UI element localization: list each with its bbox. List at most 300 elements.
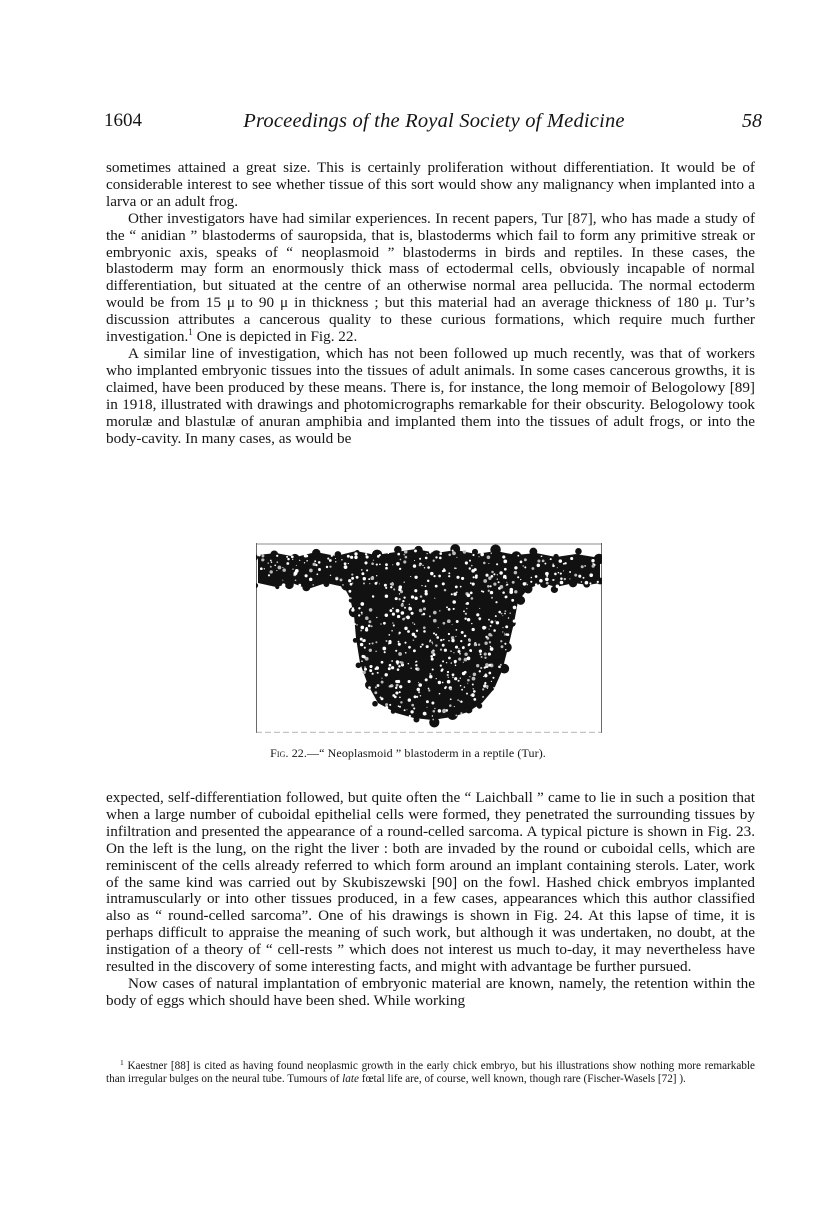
cell-speckle bbox=[395, 597, 398, 600]
cell-speckle bbox=[425, 557, 428, 560]
cell-speckle bbox=[545, 577, 549, 581]
cell-speckle bbox=[442, 709, 446, 713]
cell-speckle bbox=[501, 613, 503, 615]
cell-speckle bbox=[375, 686, 377, 688]
cell-speckle bbox=[391, 630, 393, 632]
cell-speckle bbox=[453, 608, 455, 610]
cell-speckle bbox=[344, 562, 347, 565]
cell-speckle bbox=[352, 607, 354, 609]
figure-22-micrograph bbox=[256, 543, 602, 733]
cell-speckle bbox=[502, 627, 503, 628]
cell-speckle bbox=[448, 633, 450, 635]
cell-speckle bbox=[498, 665, 501, 668]
cell-speckle bbox=[342, 584, 344, 586]
cell-speckle bbox=[384, 673, 387, 676]
cell-speckle bbox=[369, 643, 371, 645]
cell-speckle bbox=[270, 560, 272, 562]
cell-speckle bbox=[479, 670, 481, 672]
cell-speckle bbox=[396, 684, 399, 687]
cell-speckle bbox=[385, 613, 388, 616]
cell-speckle bbox=[505, 577, 507, 579]
cell-speckle bbox=[358, 607, 360, 609]
cell-speckle bbox=[482, 688, 484, 690]
cell-speckle bbox=[412, 622, 413, 623]
cell-speckle bbox=[385, 587, 387, 589]
cell-speckle bbox=[491, 681, 492, 682]
cell-speckle bbox=[583, 577, 585, 579]
stain-edge-blob bbox=[516, 596, 525, 605]
cell-speckle bbox=[388, 641, 391, 644]
cell-speckle bbox=[368, 625, 371, 628]
cell-speckle bbox=[506, 584, 507, 585]
cell-speckle bbox=[531, 577, 533, 579]
cell-speckle bbox=[514, 566, 517, 569]
cell-speckle bbox=[354, 623, 356, 625]
cell-speckle bbox=[520, 561, 523, 564]
cell-speckle bbox=[414, 576, 417, 579]
cell-speckle bbox=[478, 644, 480, 646]
cell-speckle bbox=[403, 560, 406, 563]
cell-speckle bbox=[335, 561, 336, 562]
cell-speckle bbox=[546, 575, 548, 577]
cell-speckle bbox=[386, 640, 388, 642]
cell-speckle bbox=[363, 671, 366, 674]
cell-speckle bbox=[500, 585, 504, 589]
cell-speckle bbox=[431, 651, 434, 654]
cell-speckle bbox=[440, 665, 442, 667]
cell-speckle bbox=[447, 674, 449, 676]
cell-speckle bbox=[399, 661, 401, 663]
cell-speckle bbox=[399, 632, 401, 634]
cell-speckle bbox=[460, 685, 462, 687]
stain-edge-blob bbox=[285, 580, 294, 589]
cell-speckle bbox=[404, 627, 407, 630]
cell-speckle bbox=[542, 560, 545, 563]
cell-speckle bbox=[447, 619, 451, 623]
cell-speckle bbox=[414, 597, 417, 600]
cell-speckle bbox=[403, 596, 405, 598]
stain-edge-blob bbox=[569, 579, 577, 587]
cell-speckle bbox=[318, 561, 321, 564]
cell-speckle bbox=[413, 564, 416, 567]
cell-speckle bbox=[434, 598, 435, 599]
cell-speckle bbox=[443, 622, 446, 625]
cell-speckle bbox=[427, 566, 430, 569]
cell-speckle bbox=[489, 629, 490, 630]
footnotes bbox=[106, 1060, 755, 1086]
cell-speckle bbox=[423, 607, 426, 610]
cell-speckle bbox=[439, 552, 442, 555]
cell-speckle bbox=[270, 566, 272, 568]
cell-speckle bbox=[506, 582, 507, 583]
footnote bbox=[106, 1060, 755, 1086]
cell-speckle bbox=[467, 679, 470, 682]
cell-speckle bbox=[336, 578, 338, 580]
paragraph bbox=[106, 790, 755, 976]
cell-speckle bbox=[404, 607, 406, 609]
cell-speckle bbox=[483, 676, 484, 677]
stain-edge-blob bbox=[323, 581, 329, 587]
cell-speckle bbox=[564, 562, 566, 564]
stain-edge-blob bbox=[477, 703, 483, 709]
figure-caption-text: —“ Neoplasmoid ” blastoderm in a reptile (Tur). bbox=[307, 746, 546, 760]
cell-speckle bbox=[483, 562, 486, 565]
cell-speckle bbox=[385, 563, 388, 566]
cell-speckle bbox=[469, 560, 471, 562]
stain-edge-blob bbox=[553, 554, 558, 559]
cell-speckle bbox=[491, 597, 493, 599]
cell-speckle bbox=[484, 682, 486, 684]
cell-speckle bbox=[274, 564, 276, 566]
stain-edge-blob bbox=[511, 551, 521, 561]
cell-speckle bbox=[435, 644, 437, 646]
cell-speckle bbox=[443, 568, 445, 570]
cell-speckle bbox=[539, 579, 543, 583]
stain-edge-blob bbox=[372, 701, 378, 707]
cell-speckle bbox=[458, 648, 459, 649]
paragraph-text: Other investigators have had similar experiences. In recent papers, Tur [87], who has made a study of the “ anidian ” blastoderms of sauropsida, that is, blastoderms which fail to form any primitive streak or embryonic axis, speaks of “ neoplasmoid ” blastoderms in birds and reptiles. In these cases, the blastoderm may form an enormously thick mass of ectodermal cells, obviously incapable of normal differentiation, but situated at the centre of an otherwise normal area pellucida. The normal ectoderm would be from 15 μ to 90 μ in thickness ; but this material had an average thickness of 180 μ. Tur’s discussion attributes a cancerous quality to these curious formations, which require much further investigation. bbox=[106, 209, 755, 346]
cell-speckle bbox=[408, 663, 410, 665]
stain-edge-blob bbox=[502, 643, 512, 653]
cell-speckle bbox=[375, 651, 376, 652]
cell-speckle bbox=[366, 569, 368, 571]
cell-speckle bbox=[413, 639, 415, 641]
cell-speckle bbox=[420, 695, 421, 696]
cell-speckle bbox=[512, 581, 515, 584]
cell-speckle bbox=[400, 701, 402, 703]
cell-speckle bbox=[398, 585, 402, 589]
cell-speckle bbox=[443, 639, 445, 641]
cell-speckle bbox=[329, 566, 331, 568]
cell-speckle bbox=[286, 556, 288, 558]
cell-speckle bbox=[435, 634, 437, 636]
cell-speckle bbox=[488, 563, 489, 564]
cell-speckle bbox=[464, 652, 467, 655]
cell-speckle bbox=[434, 708, 435, 709]
cell-speckle bbox=[347, 555, 350, 558]
cell-speckle bbox=[592, 565, 595, 568]
cell-speckle bbox=[449, 704, 452, 707]
cell-speckle bbox=[261, 558, 264, 561]
cell-speckle bbox=[425, 714, 427, 716]
cell-speckle bbox=[552, 564, 553, 565]
cell-speckle bbox=[442, 682, 444, 684]
cell-speckle bbox=[361, 572, 364, 575]
cell-speckle bbox=[459, 700, 460, 701]
cell-speckle bbox=[397, 615, 400, 618]
cell-speckle bbox=[408, 646, 411, 649]
cell-speckle bbox=[376, 617, 377, 618]
cell-speckle bbox=[498, 611, 501, 614]
cell-speckle bbox=[585, 581, 589, 585]
cell-speckle bbox=[484, 657, 486, 659]
cell-speckle bbox=[261, 555, 264, 558]
cell-speckle bbox=[316, 573, 318, 575]
cell-speckle bbox=[411, 704, 414, 707]
cell-speckle bbox=[495, 615, 497, 617]
cell-speckle bbox=[399, 685, 402, 688]
cell-speckle bbox=[425, 678, 428, 681]
cell-speckle bbox=[473, 673, 476, 676]
cell-speckle bbox=[495, 601, 497, 603]
cell-speckle bbox=[305, 555, 307, 557]
cell-speckle bbox=[507, 633, 510, 636]
cell-speckle bbox=[295, 579, 297, 581]
cell-speckle bbox=[351, 577, 354, 580]
cell-speckle bbox=[488, 672, 491, 675]
footnote-mark: 1 bbox=[120, 1058, 124, 1067]
cell-speckle bbox=[472, 677, 476, 681]
cell-speckle bbox=[411, 595, 414, 598]
cell-speckle bbox=[306, 560, 308, 562]
cell-speckle bbox=[514, 571, 517, 574]
cell-speckle bbox=[340, 578, 343, 581]
cell-speckle bbox=[513, 606, 517, 610]
cell-speckle bbox=[433, 611, 437, 615]
cell-speckle bbox=[402, 618, 405, 621]
cell-speckle bbox=[391, 684, 393, 686]
cell-speckle bbox=[433, 632, 435, 634]
cell-speckle bbox=[432, 643, 433, 644]
cell-speckle bbox=[418, 691, 420, 693]
cell-speckle bbox=[369, 665, 372, 668]
cell-speckle bbox=[473, 576, 475, 578]
cell-speckle bbox=[467, 657, 471, 661]
cell-speckle bbox=[271, 561, 272, 562]
cell-speckle bbox=[416, 696, 418, 698]
cell-speckle bbox=[473, 690, 476, 693]
cell-speckle bbox=[419, 558, 421, 560]
cell-speckle bbox=[559, 559, 562, 562]
cell-speckle bbox=[455, 636, 456, 637]
cell-speckle bbox=[398, 641, 400, 643]
cell-speckle bbox=[392, 622, 394, 624]
cell-speckle bbox=[502, 631, 503, 632]
cell-speckle bbox=[535, 575, 538, 578]
cell-speckle bbox=[294, 571, 298, 575]
cell-speckle bbox=[496, 621, 499, 624]
cell-speckle bbox=[490, 585, 492, 587]
cell-speckle bbox=[436, 678, 437, 679]
cell-speckle bbox=[446, 606, 448, 608]
cell-speckle bbox=[361, 569, 363, 571]
cell-speckle bbox=[511, 599, 514, 602]
cell-speckle bbox=[460, 640, 462, 642]
cell-speckle bbox=[418, 682, 419, 683]
cell-speckle bbox=[429, 615, 431, 617]
cell-speckle bbox=[407, 709, 408, 710]
cell-speckle bbox=[348, 590, 351, 593]
cell-speckle bbox=[541, 555, 543, 557]
cell-speckle bbox=[350, 556, 353, 559]
cell-speckle bbox=[455, 665, 457, 667]
cell-speckle bbox=[461, 689, 463, 691]
cell-speckle bbox=[368, 620, 371, 623]
stain-edge-blob bbox=[391, 709, 396, 714]
stain-edge-blob bbox=[490, 544, 501, 555]
cell-speckle bbox=[460, 586, 462, 588]
footnote-text: Kaestner [88] is cited as having found neoplasmic growth in the early chick embryo, but his illustrations show nothing more remarkable than irregular bulges on the neural tube. Tumours of bbox=[106, 1060, 755, 1085]
cell-speckle bbox=[452, 600, 456, 604]
cell-speckle bbox=[296, 565, 297, 566]
cell-speckle bbox=[396, 562, 400, 566]
cell-speckle bbox=[472, 583, 475, 586]
cell-speckle bbox=[460, 700, 462, 702]
footnote-text: fœtal life are, of course, well known, though rare (Fischer-Wasels [72] ). bbox=[358, 1073, 686, 1085]
cell-speckle bbox=[456, 557, 457, 558]
cell-speckle bbox=[377, 582, 378, 583]
cell-speckle bbox=[581, 565, 584, 568]
paragraph bbox=[106, 211, 755, 346]
cell-speckle bbox=[498, 581, 500, 583]
cell-speckle bbox=[369, 583, 370, 584]
cell-speckle bbox=[478, 556, 479, 557]
cell-speckle bbox=[364, 668, 367, 671]
cell-speckle bbox=[482, 591, 484, 593]
cell-speckle bbox=[376, 575, 377, 576]
cell-speckle bbox=[474, 568, 477, 571]
cell-speckle bbox=[414, 589, 417, 592]
cell-speckle bbox=[460, 712, 462, 714]
page-number: 1604 bbox=[104, 110, 142, 131]
cell-speckle bbox=[377, 684, 380, 687]
cell-speckle bbox=[467, 618, 470, 621]
cell-speckle bbox=[291, 556, 293, 558]
cell-speckle bbox=[569, 571, 571, 573]
cell-speckle bbox=[426, 700, 429, 703]
cell-speckle bbox=[362, 640, 364, 642]
cell-speckle bbox=[452, 676, 454, 678]
cell-speckle bbox=[358, 614, 360, 616]
cell-speckle bbox=[465, 613, 467, 615]
cell-speckle bbox=[379, 563, 381, 565]
cell-speckle bbox=[364, 561, 367, 564]
cell-speckle bbox=[524, 558, 527, 561]
cell-speckle bbox=[456, 576, 459, 579]
cell-speckle bbox=[493, 583, 496, 586]
cell-speckle bbox=[468, 639, 471, 642]
cell-speckle bbox=[508, 617, 510, 619]
cell-speckle bbox=[584, 565, 586, 567]
cell-speckle bbox=[432, 668, 434, 670]
cell-speckle bbox=[383, 622, 386, 625]
cell-speckle bbox=[392, 613, 395, 616]
cell-speckle bbox=[381, 661, 384, 664]
cell-speckle bbox=[408, 698, 411, 701]
cell-speckle bbox=[429, 675, 432, 678]
cell-speckle bbox=[369, 608, 373, 612]
cell-speckle bbox=[487, 556, 491, 560]
cell-speckle bbox=[465, 561, 468, 564]
cell-speckle bbox=[514, 590, 517, 593]
cell-speckle bbox=[376, 564, 378, 566]
cell-speckle bbox=[395, 691, 398, 694]
cell-speckle bbox=[454, 706, 455, 707]
cell-speckle bbox=[365, 616, 369, 620]
cell-speckle bbox=[415, 668, 418, 671]
cell-speckle bbox=[361, 612, 363, 614]
cell-speckle bbox=[444, 589, 447, 592]
cell-speckle bbox=[452, 550, 454, 552]
cell-speckle bbox=[537, 560, 540, 563]
paragraph bbox=[106, 346, 755, 447]
cell-speckle bbox=[458, 650, 461, 653]
cell-speckle bbox=[354, 552, 357, 555]
cell-speckle bbox=[373, 560, 374, 561]
cell-speckle bbox=[484, 674, 487, 677]
cell-speckle bbox=[490, 647, 494, 651]
cell-speckle bbox=[368, 686, 371, 689]
cell-speckle bbox=[351, 574, 353, 576]
cell-speckle bbox=[467, 683, 468, 684]
cell-speckle bbox=[361, 660, 363, 662]
cell-speckle bbox=[399, 691, 401, 693]
cell-speckle bbox=[454, 677, 457, 680]
cell-speckle bbox=[389, 704, 391, 706]
cell-speckle bbox=[491, 575, 494, 578]
cell-speckle bbox=[560, 581, 564, 585]
cell-speckle bbox=[440, 648, 442, 650]
cell-speckle bbox=[467, 593, 471, 597]
cell-speckle bbox=[456, 620, 459, 623]
cell-speckle bbox=[393, 588, 395, 590]
cell-speckle bbox=[421, 585, 422, 586]
cell-speckle bbox=[447, 671, 449, 673]
cell-speckle bbox=[384, 584, 387, 587]
cell-speckle bbox=[455, 714, 457, 716]
cell-speckle bbox=[410, 710, 413, 713]
cell-speckle bbox=[379, 583, 380, 584]
cell-speckle bbox=[492, 677, 494, 679]
cell-speckle bbox=[431, 702, 434, 705]
figure-caption bbox=[0, 746, 816, 761]
cell-speckle bbox=[480, 553, 484, 557]
cell-speckle bbox=[497, 574, 498, 575]
cell-speckle bbox=[474, 643, 477, 646]
cell-speckle bbox=[479, 650, 482, 653]
cell-speckle bbox=[574, 574, 577, 577]
cell-speckle bbox=[421, 644, 423, 646]
cell-speckle bbox=[298, 584, 301, 587]
cell-speckle bbox=[524, 566, 526, 568]
cell-speckle bbox=[431, 642, 432, 643]
cell-speckle bbox=[569, 578, 570, 579]
cell-speckle bbox=[389, 609, 392, 612]
cell-speckle bbox=[537, 564, 540, 567]
cell-speckle bbox=[380, 696, 382, 698]
cell-speckle bbox=[381, 681, 384, 684]
cell-speckle bbox=[448, 640, 450, 642]
cell-speckle bbox=[268, 562, 269, 563]
cell-speckle bbox=[276, 561, 278, 563]
volume-number: 58 bbox=[742, 110, 762, 132]
cell-speckle bbox=[369, 669, 372, 672]
cell-speckle bbox=[472, 688, 474, 690]
cell-speckle bbox=[360, 626, 364, 630]
cell-speckle bbox=[344, 565, 348, 569]
cell-speckle bbox=[464, 618, 466, 620]
cell-speckle bbox=[430, 655, 433, 658]
cell-speckle bbox=[429, 673, 431, 675]
cell-speckle bbox=[444, 649, 447, 652]
cell-speckle bbox=[488, 653, 491, 656]
cell-speckle bbox=[485, 673, 486, 674]
cell-speckle bbox=[499, 571, 502, 574]
cell-speckle bbox=[517, 576, 519, 578]
cell-speckle bbox=[425, 585, 427, 587]
cell-speckle bbox=[451, 639, 454, 642]
stain-edge-blob bbox=[472, 549, 478, 555]
